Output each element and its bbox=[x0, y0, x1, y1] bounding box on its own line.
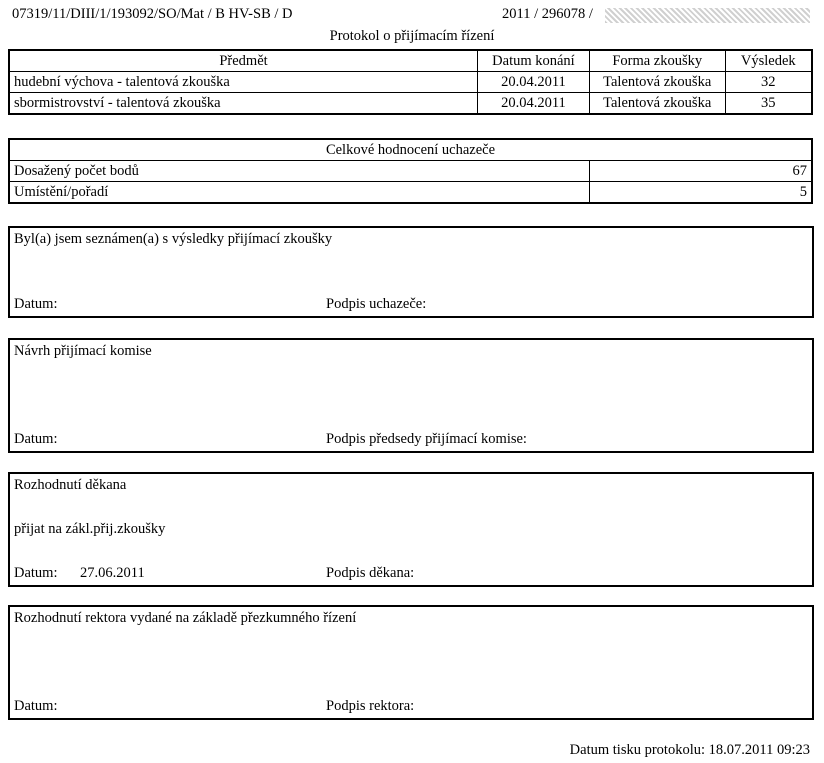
points-label: Dosažený počet bodů bbox=[9, 161, 590, 182]
rector-title: Rozhodnutí rektora vydané na základě přezkumného řízení bbox=[14, 610, 357, 626]
document-number: 2011 / 296078 / bbox=[502, 6, 593, 22]
date-label: Datum: bbox=[14, 431, 58, 447]
document-reference: 07319/11/DIII/1/193092/SO/Mat / B HV-SB / D bbox=[12, 6, 293, 22]
acknowledgement-title: Byl(a) jsem seznámen(a) s výsledky přijímací zkoušky bbox=[14, 231, 333, 247]
table-header-row bbox=[9, 50, 812, 72]
overall-title: Celkové hodnocení uchazeče bbox=[9, 139, 812, 161]
date-label: Datum: bbox=[14, 296, 58, 312]
date-label: Datum: bbox=[14, 698, 58, 714]
table-row bbox=[9, 93, 812, 115]
form-cell: Talentová zkouška bbox=[589, 93, 725, 115]
column-header-result: Výsledek bbox=[725, 50, 812, 72]
chairman-signature-label: Podpis předsedy přijímací komise: bbox=[326, 431, 527, 447]
overall-title-row bbox=[9, 139, 812, 161]
print-date: Datum tisku protokolu: 18.07.2011 09:23 bbox=[569, 742, 810, 758]
subjects-table bbox=[8, 49, 813, 115]
page-title: Protokol o přijímacím řízení bbox=[329, 28, 495, 44]
date-label: Datum: bbox=[14, 565, 58, 581]
dean-signature-label: Podpis děkana: bbox=[326, 565, 415, 581]
column-header-subject: Předmět bbox=[9, 50, 478, 72]
overall-evaluation-table bbox=[8, 138, 813, 204]
dean-decision-date: 27.06.2011 bbox=[80, 565, 145, 581]
points-value: 67 bbox=[590, 161, 812, 182]
subject-cell: sbormistrovství - talentová zkouška bbox=[9, 93, 478, 115]
applicant-signature-label: Podpis uchazeče: bbox=[326, 296, 427, 312]
rank-label: Umístění/pořadí bbox=[9, 182, 590, 204]
rector-signature-label: Podpis rektora: bbox=[326, 698, 415, 714]
acknowledgement-box bbox=[8, 226, 814, 318]
table-row bbox=[9, 182, 812, 204]
date-cell: 20.04.2011 bbox=[478, 72, 590, 93]
dean-decision-box bbox=[8, 472, 814, 587]
table-row bbox=[9, 72, 812, 93]
date-cell: 20.04.2011 bbox=[478, 93, 590, 115]
committee-proposal-box bbox=[8, 338, 814, 453]
redacted-name bbox=[605, 8, 810, 23]
column-header-date: Datum konání bbox=[478, 50, 590, 72]
dean-title: Rozhodnutí děkana bbox=[14, 477, 127, 493]
rank-value: 5 bbox=[590, 182, 812, 204]
column-header-form: Forma zkoušky bbox=[589, 50, 725, 72]
result-cell: 32 bbox=[725, 72, 812, 93]
committee-title: Návrh přijímací komise bbox=[14, 343, 152, 359]
form-cell: Talentová zkouška bbox=[589, 72, 725, 93]
dean-decision-text: přijat na zákl.přij.zkoušky bbox=[14, 521, 166, 537]
result-cell: 35 bbox=[725, 93, 812, 115]
rector-decision-box bbox=[8, 605, 814, 720]
table-row bbox=[9, 161, 812, 182]
subject-cell: hudební výchova - talentová zkouška bbox=[9, 72, 478, 93]
